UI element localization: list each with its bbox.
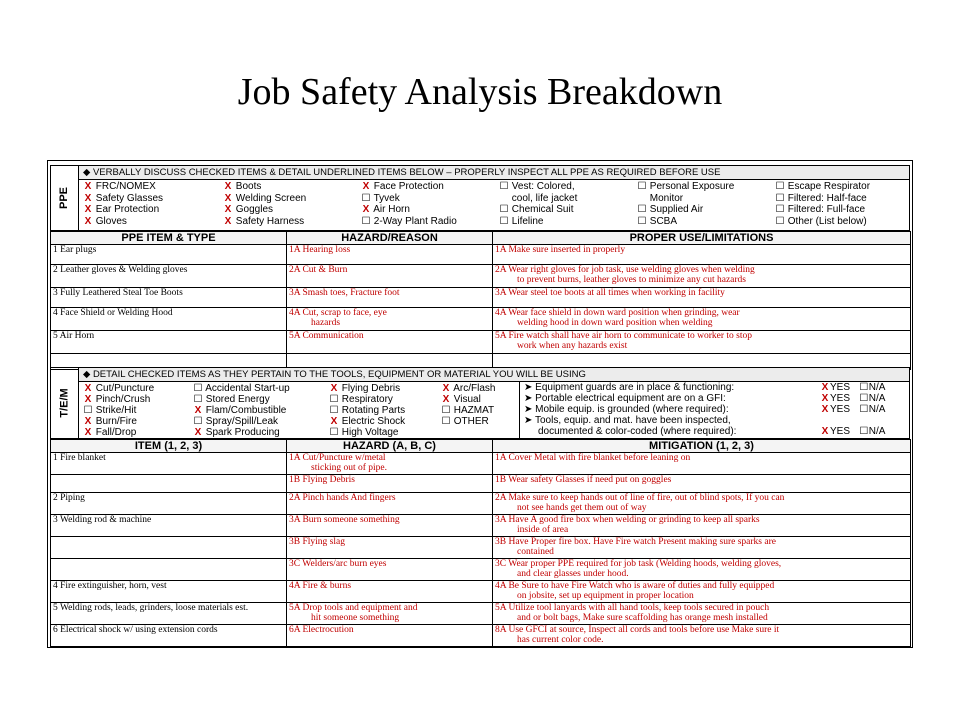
ppe-use-cell xyxy=(493,331,911,354)
checklist-label: OTHER xyxy=(453,416,489,427)
checkbox-mark: ☐ xyxy=(637,181,647,192)
yes-label[interactable]: YES xyxy=(830,382,851,393)
na-mark: ☐ xyxy=(859,426,869,437)
ppe-use-cell xyxy=(493,245,911,265)
yes-label[interactable]: YES xyxy=(830,426,851,437)
yes-mark: X xyxy=(821,404,829,415)
checklist-item[interactable] xyxy=(329,405,441,416)
checklist-label: Respiratory xyxy=(341,394,393,405)
checklist-item[interactable] xyxy=(193,405,329,416)
checkbox-mark: ☐ xyxy=(775,204,785,215)
tem-header-item: ITEM (1, 2, 3) xyxy=(51,440,287,453)
checklist-item[interactable] xyxy=(361,193,499,205)
cell-text: 1A Hearing loss xyxy=(289,245,351,255)
checklist-item[interactable] xyxy=(193,427,329,438)
cell-line: 3C Welders/arc burn eyes xyxy=(289,559,387,569)
tem-mitigation-cell xyxy=(493,603,911,625)
yes-label[interactable]: YES xyxy=(830,404,851,415)
ppe-hazard-cell xyxy=(287,331,493,354)
checklist-label: Burn/Fire xyxy=(95,416,137,427)
ppe-side-label-text: PPE xyxy=(58,186,71,210)
checklist-column xyxy=(441,383,515,427)
tem-item-cell xyxy=(51,603,287,625)
cell-line: 1B Flying Debris xyxy=(289,475,355,485)
checkbox-mark: X xyxy=(194,405,202,416)
checklist-column xyxy=(223,181,361,227)
checklist-item[interactable] xyxy=(775,216,911,228)
table-row xyxy=(51,475,911,493)
tem-item-cell xyxy=(51,581,287,603)
checkbox-mark: X xyxy=(194,427,202,438)
cell-line: 3A Have A good fire box when welding or grinding to keep all sparks xyxy=(495,515,760,525)
cell-text: 1 Fire blanket xyxy=(53,453,106,463)
checklist-column xyxy=(775,181,911,227)
cell-line: work when any hazards exist xyxy=(517,341,628,351)
cell-line: 5A Drop tools and equipment and xyxy=(289,603,418,613)
tem-hazard-cell xyxy=(287,581,493,603)
cell-line: 1A Cover Metal with fire blanket before leaning on xyxy=(495,453,691,463)
tem-item-cell xyxy=(51,453,287,475)
checklist-label: SCBA xyxy=(649,215,678,227)
tem-hazard-cell xyxy=(287,493,493,515)
checklist-label: Accidental Start-up xyxy=(205,383,290,394)
tem-hazard-cell xyxy=(287,603,493,625)
table-row xyxy=(51,265,911,288)
checklist-item[interactable] xyxy=(83,427,193,438)
checklist-label: 2-Way Plant Radio xyxy=(373,215,457,227)
cell-line: 3B Flying slag xyxy=(289,537,345,547)
cell-line: to prevent burns, leather gloves to minimize any cut hazards xyxy=(517,275,746,285)
page-title: Job Safety Analysis Breakdown xyxy=(237,71,723,113)
tem-banner: ◆ DETAIL CHECKED ITEMS AS THEY PERTAIN TO THE TOOLS, EQUIPMENT OR MATERIAL YOU WILL BE USING xyxy=(79,368,909,382)
ppe-table-header xyxy=(51,232,911,245)
cell-line: 5A Fire watch shall have air horn to communicate to worker to stop xyxy=(495,331,752,341)
cell-line: inside of area xyxy=(517,525,569,535)
checklist-label: Boots xyxy=(235,181,262,192)
checkbox-mark: X xyxy=(84,181,92,192)
ppe-item-cell xyxy=(51,308,287,331)
checklist-label: Filtered: Half-face xyxy=(787,192,867,204)
ppe-side-label xyxy=(51,166,79,230)
checklist-label: Goggles xyxy=(235,204,274,215)
checklist-item[interactable] xyxy=(441,383,515,394)
checklist-label: Vest: Colored, xyxy=(511,181,575,192)
ppe-use-cell xyxy=(493,288,911,308)
checklist-item[interactable] xyxy=(83,204,223,216)
cell-text: 5 Welding rods, leads, grinders, loose materials est. xyxy=(53,603,249,613)
checklist-item[interactable] xyxy=(329,383,441,394)
checklist-item[interactable] xyxy=(83,216,223,228)
table-row xyxy=(51,288,911,308)
cell-line: 3B Have Proper fire box. Have Fire watch Present making sure sparks are xyxy=(495,537,776,547)
checkbox-mark: X xyxy=(84,192,92,204)
tem-table-header xyxy=(51,440,911,453)
tem-hazard-cell xyxy=(287,515,493,537)
cell-line: 3A Wear steel toe boots at all times when working in facility xyxy=(495,288,725,298)
checklist-item[interactable] xyxy=(83,193,223,205)
question-text: ➤ Tools, equip. and mat. have been inspected, xyxy=(524,415,731,426)
checklist-item[interactable] xyxy=(223,216,361,228)
question-text: ➤ Mobile equip. is grounded (where required): xyxy=(524,404,729,415)
tem-item-cell xyxy=(51,559,287,581)
checkbox-mark: ☐ xyxy=(637,215,647,227)
tem-item-cell xyxy=(51,493,287,515)
cell-line: on jobsite, set up equipment in proper location xyxy=(517,591,694,601)
checklist-label: Fall/Drop xyxy=(95,427,137,438)
tem-mitigation-cell xyxy=(493,515,911,537)
cell-text: 6 Electrical shock w/ using extension cords xyxy=(53,625,218,635)
checklist-label: Flam/Combustible xyxy=(205,405,287,416)
cell-line: has current color code. xyxy=(517,635,604,645)
checklist-item[interactable] xyxy=(775,204,911,216)
checklist-item[interactable] xyxy=(83,405,193,416)
cell-line: 2A Wear right gloves for job task, use welding gloves when welding xyxy=(495,265,755,275)
checkbox-mark: ☐ xyxy=(499,181,509,192)
checklist-column xyxy=(329,383,441,438)
ppe-item-cell xyxy=(51,288,287,308)
yes-mark: X xyxy=(821,382,829,393)
checkbox-mark: ☐ xyxy=(329,394,339,405)
question-answers xyxy=(820,382,885,393)
checklist-item[interactable] xyxy=(329,427,441,438)
checklist-label: Chemical Suit xyxy=(511,204,574,215)
cell-line: hazards xyxy=(311,318,341,328)
checklist-label: HAZMAT xyxy=(453,405,495,416)
checkbox-mark: ☐ xyxy=(193,383,203,394)
cell-line: 4A Wear face shield in down ward position when grinding, wear xyxy=(495,308,740,318)
cell-text: 5A Communication xyxy=(289,331,364,341)
cell-line: 6A Electrocution xyxy=(289,625,354,635)
checklist-item[interactable] xyxy=(775,193,911,205)
checkbox-mark: ☐ xyxy=(441,416,451,427)
checkbox-mark: ☐ xyxy=(83,405,93,416)
ppe-hazard-cell xyxy=(287,265,493,288)
yes-mark: X xyxy=(821,393,829,404)
checklist-item[interactable] xyxy=(83,181,223,193)
question-answers xyxy=(820,404,885,415)
tem-question xyxy=(524,404,909,415)
tem-question xyxy=(524,415,909,426)
yes-label[interactable]: YES xyxy=(830,393,851,404)
checklist-item[interactable] xyxy=(193,383,329,394)
checklist-label: FRC/NOMEX xyxy=(95,181,156,192)
cell-line: 8A Use GFCI at source, Inspect all cords and tools before use Make sure it xyxy=(495,625,780,635)
checklist-label: Air Horn xyxy=(373,204,410,215)
checklist-label: Spark Producing xyxy=(205,427,280,438)
cell-line: 4A Fire & burns xyxy=(289,581,352,591)
checkbox-mark: X xyxy=(224,204,232,215)
checklist-label: Other (List below) xyxy=(787,215,867,227)
tem-mitigation-cell xyxy=(493,475,911,493)
tem-hazard-cell xyxy=(287,625,493,647)
table-row xyxy=(51,515,911,537)
cell-text: 3 Fully Leathered Steal Toe Boots xyxy=(53,288,183,298)
checklist-item[interactable] xyxy=(441,405,515,416)
tem-side-label-text: T/E/M xyxy=(58,388,71,418)
ppe-header-use: PROPER USE/LIMITATIONS xyxy=(493,232,911,245)
checklist-item[interactable] xyxy=(193,416,329,427)
checkbox-mark: ☐ xyxy=(361,192,371,204)
checklist-item[interactable] xyxy=(83,383,193,394)
checklist-label: Supplied Air xyxy=(649,204,704,215)
checkbox-mark: ☐ xyxy=(775,192,785,204)
tem-header-hazard: HAZARD (A, B, C) xyxy=(287,440,493,453)
checklist-label: Safety Glasses xyxy=(95,192,164,204)
tem-mitigation-cell xyxy=(493,453,911,475)
checklist-item[interactable] xyxy=(637,181,775,193)
ppe-table xyxy=(50,231,911,370)
ppe-columns xyxy=(83,181,909,231)
ppe-item-cell xyxy=(51,265,287,288)
checklist-label: cool, life jacket xyxy=(511,192,578,204)
tem-hazard-cell xyxy=(287,537,493,559)
cell-line: 3A Burn someone something xyxy=(289,515,400,525)
ppe-banner: ◆ VERBALLY DISCUSS CHECKED ITEMS & DETAIL UNDERLINED ITEMS BELOW – PROPERLY INSPECT ALL PPE AS REQUIRED BEFORE USE xyxy=(79,166,909,180)
checklist-label: Tyvek xyxy=(373,192,400,204)
checkbox-mark: ☐ xyxy=(441,405,451,416)
checklist-label: Spray/Spill/Leak xyxy=(205,416,279,427)
ppe-use-cell xyxy=(493,265,911,288)
checkbox-mark: ☐ xyxy=(775,215,785,227)
checklist-label: Cut/Puncture xyxy=(95,383,155,394)
checklist-column xyxy=(499,181,637,227)
table-row xyxy=(51,245,911,265)
cell-line: sticking out of pipe. xyxy=(311,463,387,473)
checklist-label: Visual xyxy=(453,394,481,405)
tem-mitigation-cell xyxy=(493,625,911,647)
table-row xyxy=(51,308,911,331)
tem-question xyxy=(524,393,909,404)
checklist-item[interactable] xyxy=(361,216,499,228)
checkbox-mark: X xyxy=(330,383,338,394)
ppe-hazard-cell xyxy=(287,245,493,265)
checkbox-mark: ☐ xyxy=(361,215,371,227)
checklist-column xyxy=(361,181,499,227)
checklist-label: Face Protection xyxy=(373,181,444,192)
cell-line: 2A Pinch hands And fingers xyxy=(289,493,396,503)
checklist-column xyxy=(83,383,193,438)
checkbox-mark: X xyxy=(84,416,92,427)
cell-line: 5A Utilize tool lanyards with all hand tools, keep tools secured in pouch xyxy=(495,603,770,613)
checklist-item[interactable] xyxy=(441,416,515,427)
cell-line: 2A Make sure to keep hands out of line of fire, out of blind spots, If you can xyxy=(495,493,785,503)
checklist-label: Filtered: Full-face xyxy=(787,204,866,215)
ppe-item-cell xyxy=(51,245,287,265)
checklist-item[interactable] xyxy=(223,193,361,205)
cell-line: and or bolt bags, Make sure scaffolding has orange mesh installed xyxy=(517,613,768,623)
checklist-label: Pinch/Crush xyxy=(95,394,151,405)
checklist-label: Lifeline xyxy=(511,215,544,227)
cell-text: 2 Piping xyxy=(53,493,85,503)
checklist-item[interactable] xyxy=(499,181,637,193)
tem-table xyxy=(50,439,911,647)
checklist-item[interactable] xyxy=(83,416,193,427)
tem-checklist xyxy=(50,367,910,439)
na-label[interactable]: N/A xyxy=(868,404,886,415)
tem-item-cell xyxy=(51,515,287,537)
tem-mitigation-cell xyxy=(493,559,911,581)
table-row xyxy=(51,559,911,581)
table-row xyxy=(51,453,911,475)
tem-side-label xyxy=(51,368,79,438)
tem-hazard-cell xyxy=(287,559,493,581)
checklist-label: Monitor xyxy=(649,192,684,204)
cell-line: and clear glasses under hood. xyxy=(517,569,629,579)
table-row xyxy=(51,603,911,625)
checklist-item[interactable] xyxy=(223,204,361,216)
question-text: ➤ Equipment guards are in place & functioning: xyxy=(524,382,735,393)
yes-mark: X xyxy=(821,426,829,437)
tem-question xyxy=(524,382,909,393)
cell-text: 3A Smash toes, Fracture foot xyxy=(289,288,400,298)
ppe-hazard-cell xyxy=(287,308,493,331)
checklist-item[interactable] xyxy=(499,216,637,228)
checklist-label: Ear Protection xyxy=(95,204,160,215)
checkbox-mark: X xyxy=(224,192,232,204)
checklist-column xyxy=(83,181,223,227)
checklist-item[interactable] xyxy=(83,394,193,405)
checkbox-mark: X xyxy=(224,181,232,192)
table-row xyxy=(51,581,911,603)
tem-item-cell xyxy=(51,475,287,493)
checklist-item[interactable] xyxy=(329,394,441,405)
cell-line: 3C Wear proper PPE required for job task (Welding hoods, welding gloves, xyxy=(495,559,782,569)
checkbox-mark: X xyxy=(330,416,338,427)
jsa-form xyxy=(47,160,913,648)
checklist-label: Flying Debris xyxy=(341,383,401,394)
checklist-label: Escape Respirator xyxy=(787,181,871,192)
tem-header-mitigation: MITIGATION (1, 2, 3) xyxy=(493,440,911,453)
checklist-item[interactable] xyxy=(223,181,361,193)
checklist-label: Electric Shock xyxy=(341,416,406,427)
tem-item-cell xyxy=(51,625,287,647)
cell-line: hit someone something xyxy=(311,613,400,623)
checklist-item[interactable] xyxy=(499,193,637,205)
cell-line: contained xyxy=(517,547,554,557)
checkbox-mark: ☐ xyxy=(499,215,509,227)
question-answers xyxy=(820,426,885,437)
checklist-item[interactable] xyxy=(775,181,911,193)
checkbox-mark: X xyxy=(84,215,92,227)
tem-question xyxy=(524,426,909,437)
na-label[interactable]: N/A xyxy=(868,382,886,393)
cell-text: 2A Cut & Burn xyxy=(289,265,348,275)
checklist-item[interactable] xyxy=(637,216,775,228)
na-label[interactable]: N/A xyxy=(868,393,886,404)
checkbox-mark: ☐ xyxy=(499,204,509,215)
checklist-label: Stored Energy xyxy=(205,394,270,405)
checklist-label: Safety Harness xyxy=(235,215,305,227)
question-answers xyxy=(820,393,885,404)
checkbox-mark: X xyxy=(442,394,450,405)
checklist-label: Arc/Flash xyxy=(453,383,496,394)
checkbox-mark: X xyxy=(362,204,370,215)
ppe-item-cell xyxy=(51,331,287,354)
tem-columns xyxy=(83,383,515,439)
tem-hazard-cell xyxy=(287,475,493,493)
checkbox-mark: X xyxy=(442,383,450,394)
table-row xyxy=(51,625,911,647)
ppe-hazard-cell xyxy=(287,288,493,308)
cell-text: 2 Leather gloves & Welding gloves xyxy=(53,265,188,275)
table-row xyxy=(51,493,911,515)
checklist-item[interactable] xyxy=(499,204,637,216)
checklist-label: Welding Screen xyxy=(235,192,307,204)
checklist-column xyxy=(193,383,329,438)
checkbox-mark: X xyxy=(84,383,92,394)
na-mark: ☐ xyxy=(859,393,869,404)
tem-mitigation-cell xyxy=(493,493,911,515)
checklist-label: Personal Exposure xyxy=(649,181,735,192)
cell-text: 1 Ear plugs xyxy=(53,245,97,255)
checklist-item[interactable] xyxy=(329,416,441,427)
checkbox-mark: ☐ xyxy=(193,416,203,427)
tem-hazard-cell xyxy=(287,453,493,475)
checklist-label: Gloves xyxy=(95,215,127,227)
checklist-item[interactable] xyxy=(637,193,775,205)
na-mark: ☐ xyxy=(859,382,869,393)
checklist-label: Strike/Hit xyxy=(95,405,137,416)
checklist-column xyxy=(637,181,775,227)
checklist-item[interactable] xyxy=(637,204,775,216)
checklist-label: Rotating Parts xyxy=(341,405,406,416)
tem-questions xyxy=(519,382,909,439)
question-text: documented & color-coded (where required): xyxy=(538,426,737,437)
ppe-header-hazard: HAZARD/REASON xyxy=(287,232,493,245)
checkbox-mark: X xyxy=(84,394,92,405)
cell-line: not see hands get them out of way xyxy=(517,503,647,513)
checkbox-mark: ☐ xyxy=(637,204,647,215)
cell-line: 1A Cut/Puncture w/metal xyxy=(289,453,386,463)
checkbox-mark: X xyxy=(362,181,370,192)
checkbox-mark: X xyxy=(224,215,232,227)
na-label[interactable]: N/A xyxy=(868,426,886,437)
cell-line: 1B Wear safety Glasses if need put on goggles xyxy=(495,475,672,485)
checklist-item[interactable] xyxy=(441,394,515,405)
checkbox-mark: ☐ xyxy=(775,181,785,192)
checkbox-mark: ☐ xyxy=(193,394,203,405)
cell-line: welding hood in down ward position when welding xyxy=(517,318,713,328)
checkbox-mark: ☐ xyxy=(329,405,339,416)
checkbox-mark: ☐ xyxy=(329,427,339,438)
ppe-checklist xyxy=(50,165,910,231)
table-row xyxy=(51,537,911,559)
cell-text: 4 Fire extinguisher, horn, vest xyxy=(53,581,167,591)
checkbox-mark: X xyxy=(84,427,92,438)
cell-text: 5 Air Horn xyxy=(53,331,95,341)
tem-mitigation-cell xyxy=(493,581,911,603)
cell-line: 4A Cut, scrap to face, eye xyxy=(289,308,387,318)
tem-mitigation-cell xyxy=(493,537,911,559)
question-text: ➤ Portable electrical equipment are on a GFI: xyxy=(524,393,726,404)
checklist-item[interactable] xyxy=(193,394,329,405)
ppe-use-cell xyxy=(493,308,911,331)
cell-line: 1A Make sure inserted in properly xyxy=(495,245,626,255)
checklist-label: High Voltage xyxy=(341,427,399,438)
cell-text: 3 Welding rod & machine xyxy=(53,515,152,525)
cell-line: 4A Be Sure to have Fire Watch who is aware of duties and fully equipped xyxy=(495,581,775,591)
ppe-header-item: PPE ITEM & TYPE xyxy=(51,232,287,245)
table-row xyxy=(51,331,911,354)
na-mark: ☐ xyxy=(859,404,869,415)
tem-item-cell xyxy=(51,537,287,559)
checklist-item[interactable] xyxy=(361,204,499,216)
checkbox-mark: X xyxy=(84,204,92,215)
cell-text: 4 Face Shield or Welding Hood xyxy=(53,308,173,318)
checklist-item[interactable] xyxy=(361,181,499,193)
